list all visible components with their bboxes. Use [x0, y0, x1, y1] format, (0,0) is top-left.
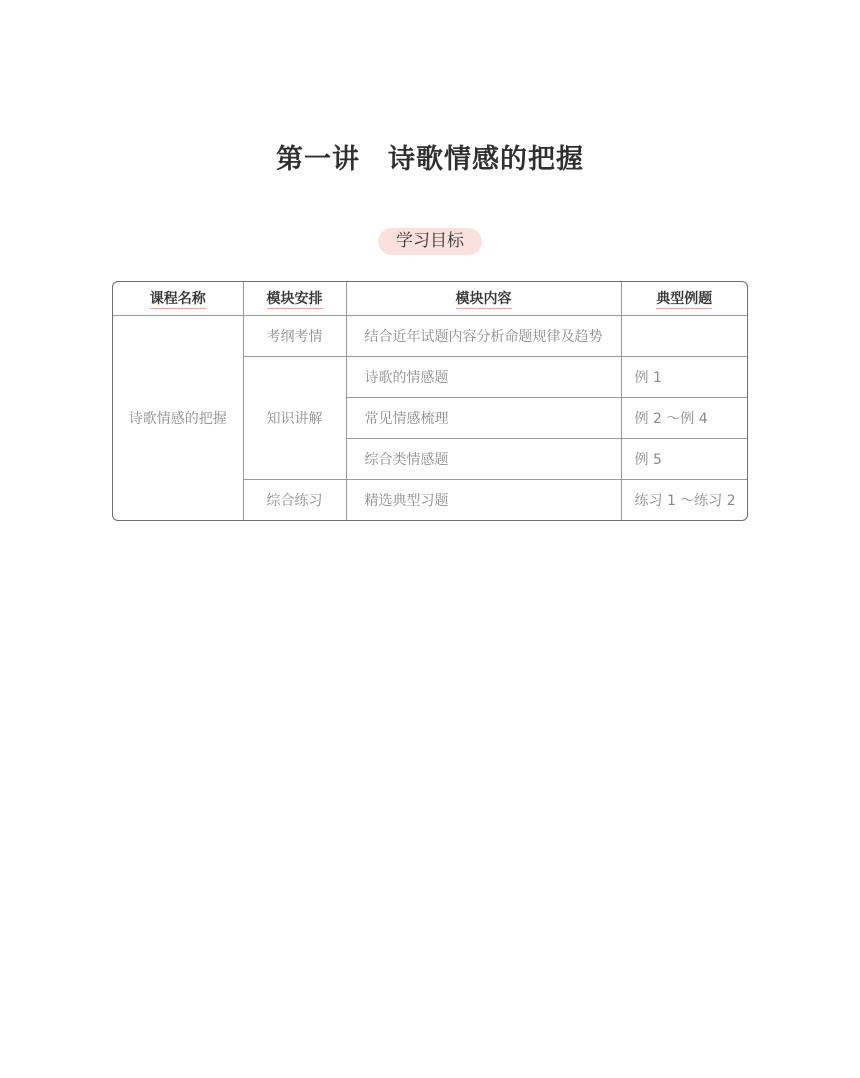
content-cell: 精选典型习题: [346, 479, 621, 520]
example-cell: 例 2 ～例 4: [621, 397, 747, 438]
header-text: 课程名称: [149, 291, 206, 308]
header-module-arrangement: [243, 282, 346, 315]
example-cell: 例 1: [621, 356, 747, 397]
example-cell: 练习 1 ～练习 2: [634, 492, 736, 509]
table-row: [113, 315, 747, 356]
example-cell: [621, 315, 747, 356]
course-name-cell: 诗歌情感的把握: [113, 315, 243, 520]
table-header-row: [113, 282, 747, 315]
module-cell: 知识讲解: [243, 356, 346, 479]
content-cell: 综合类情感题: [346, 438, 621, 479]
module-cell: 考纲考情: [243, 315, 346, 356]
content-cell: 结合近年试题内容分析命题规律及趋势: [346, 315, 621, 356]
example-cell: 例 5: [621, 438, 747, 479]
content-cell: 常见情感梳理: [346, 397, 621, 438]
header-module-content: [346, 282, 621, 315]
content-cell: 诗歌的情感题: [346, 356, 621, 397]
page-title: 第一讲 诗歌情感的把握: [276, 144, 584, 175]
header-text: 模块安排: [266, 291, 323, 308]
module-cell: 综合练习: [243, 479, 346, 520]
table: [113, 282, 747, 521]
header-course-name: [113, 282, 243, 315]
header-text: 典型例题: [656, 291, 713, 308]
section-label-badge: 学习目标: [378, 228, 482, 255]
header-typical-examples: [621, 282, 747, 315]
study-goals-table: [112, 281, 748, 521]
header-text: 模块内容: [455, 291, 512, 308]
